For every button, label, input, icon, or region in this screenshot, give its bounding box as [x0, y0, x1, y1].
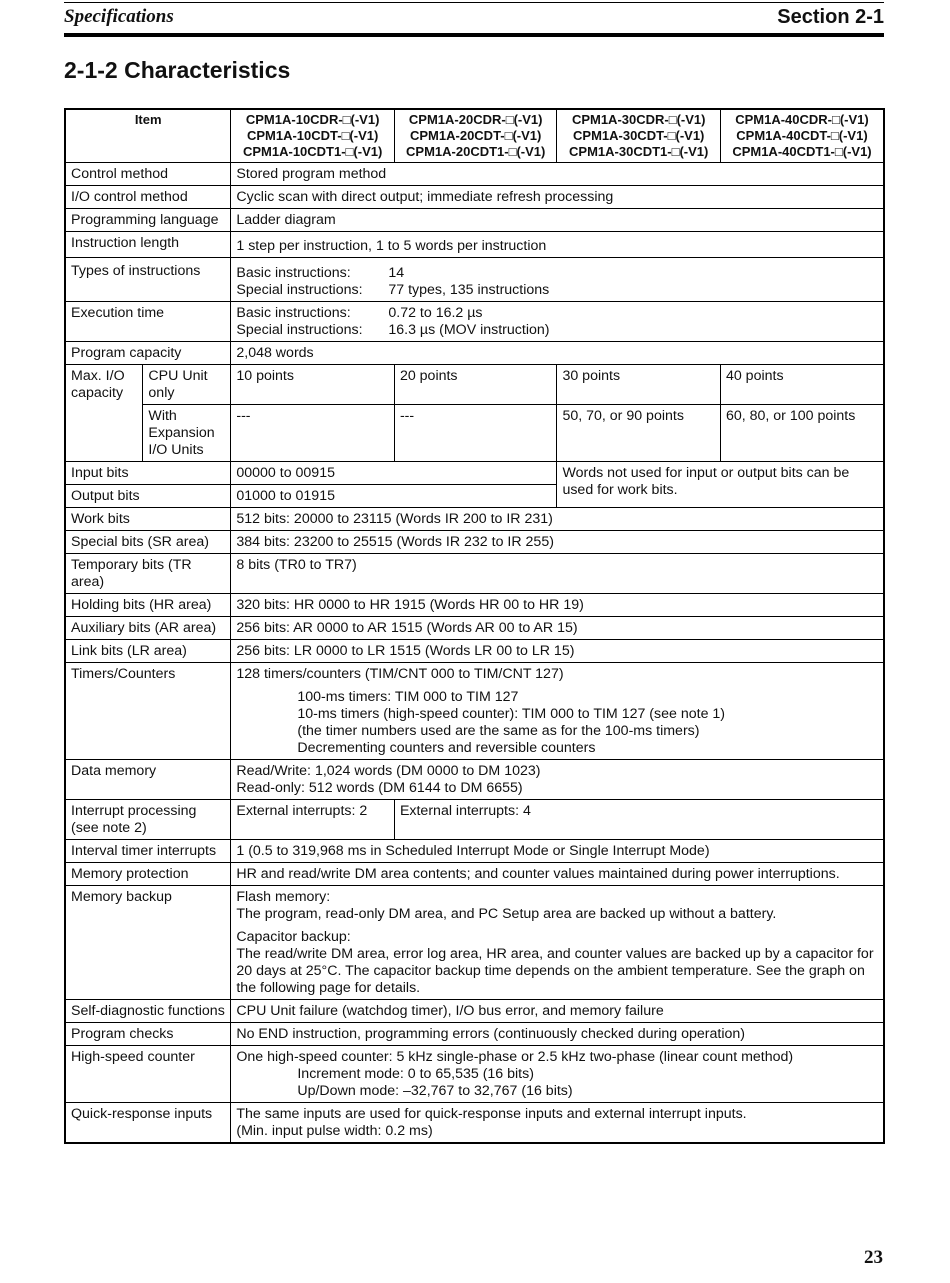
value-line: 128 timers/counters (TIM/CNT 000 to TIM/CNT 127) — [236, 666, 564, 682]
row-label: Special bits (SR area) — [65, 531, 231, 554]
row-label: Programming language — [65, 209, 231, 232]
model-line: CPM1A-30CDT1-□(-V1) — [569, 144, 709, 159]
model-line: CPM1A-30CDT-□(-V1) — [573, 128, 705, 143]
row-value — [231, 1103, 884, 1144]
row-value: 1 step per instruction, 1 to 5 words per instruction — [231, 232, 884, 258]
row-label: Timers/Counters — [65, 663, 231, 760]
row-label: Auxiliary bits (AR area) — [65, 617, 231, 640]
model-line: CPM1A-10CDR-□(-V1) — [245, 112, 380, 127]
row-value — [231, 760, 884, 800]
cell-value: 60, 80, or 100 points — [720, 405, 884, 462]
section-title: 2-1-2 Characteristics — [64, 57, 291, 83]
header-bottom-rule — [64, 33, 884, 37]
value-line: One high-speed counter: 5 kHz single-phase or 2.5 kHz two-phase (linear count method) — [236, 1049, 794, 1065]
table-row — [65, 554, 884, 594]
row-label: Self-diagnostic functions — [65, 1000, 231, 1023]
row-label: Temporary bits (TR area) — [65, 554, 231, 594]
value-line: Up/Down mode: –32,767 to 32,767 (16 bits) — [297, 1083, 573, 1099]
row-label: Quick-response inputs — [65, 1103, 231, 1144]
sub-label: CPU Unit only — [143, 365, 231, 405]
value-line: (the timer numbers used are the same as for the 100-ms timers) — [297, 723, 700, 739]
cell-value: --- — [394, 405, 557, 462]
model-line: CPM1A-40CDT-□(-V1) — [736, 128, 868, 143]
row-value — [231, 886, 884, 1000]
value-line: Decrementing counters and reversible counters — [297, 740, 596, 756]
io-note: Words not used for input or output bits can be used for work bits. — [557, 462, 884, 508]
row-label: Program capacity — [65, 342, 231, 365]
table-row — [65, 663, 884, 760]
characteristics-table — [64, 108, 885, 1144]
table-row — [65, 800, 884, 840]
row-value — [231, 258, 884, 302]
cell-value: 20 points — [394, 365, 557, 405]
kv-value: 14 — [388, 265, 405, 281]
kv-key: Basic instructions: — [236, 265, 351, 281]
value-line: (Min. input pulse width: 0.2 ms) — [236, 1123, 433, 1139]
row-label: Holding bits (HR area) — [65, 594, 231, 617]
row-value: No END instruction, programming errors (continuously checked during operation) — [231, 1023, 884, 1046]
page-header — [64, 6, 884, 32]
row-label: I/O control method — [65, 186, 231, 209]
table-row — [65, 462, 884, 485]
table-row — [65, 760, 884, 800]
value-line: Read-only: 512 words (DM 6144 to DM 6655) — [236, 780, 523, 796]
value-line: 10-ms timers (high-speed counter): TIM 000 to TIM 127 (see note 1) — [297, 706, 726, 722]
row-label: Data memory — [65, 760, 231, 800]
row-label: Memory protection — [65, 863, 231, 886]
cell-value: 10 points — [231, 365, 395, 405]
row-value: 1 (0.5 to 319,968 ms in Scheduled Interrupt Mode or Single Interrupt Mode) — [231, 840, 884, 863]
cell-value: 30 points — [557, 365, 721, 405]
table-row — [65, 1103, 884, 1144]
row-value: 256 bits: LR 0000 to LR 1515 (Words LR 00 to LR 15) — [231, 640, 884, 663]
table-row — [65, 163, 884, 186]
model-line: CPM1A-20CDT-□(-V1) — [410, 128, 542, 143]
row-value — [231, 302, 884, 342]
model-line: CPM1A-20CDT1-□(-V1) — [406, 144, 546, 159]
row-value — [231, 663, 884, 760]
kv-line — [236, 265, 878, 282]
model-line: CPM1A-20CDR-□(-V1) — [408, 112, 543, 127]
header-section: Section 2-1 — [777, 6, 884, 28]
model-line: CPM1A-10CDT-□(-V1) — [246, 128, 379, 143]
table-row — [65, 840, 884, 863]
model-line: CPM1A-30CDR-□(-V1) — [571, 112, 706, 127]
cell-value: 40 points — [720, 365, 884, 405]
row-value: Ladder diagram — [231, 209, 884, 232]
row-label: Output bits — [65, 485, 231, 508]
model-line: CPM1A-40CDT1-□(-V1) — [732, 144, 872, 159]
table-row — [65, 365, 884, 405]
header-top-rule — [64, 2, 884, 3]
table-header-row — [65, 109, 884, 163]
row-label: Instruction length — [65, 232, 231, 258]
row-label: Interrupt processing (see note 2) — [65, 800, 231, 840]
table-row — [65, 186, 884, 209]
row-value: CPU Unit failure (watchdog timer), I/O bus error, and memory failure — [231, 1000, 884, 1023]
cell-value: 50, 70, or 90 points — [557, 405, 721, 462]
sub-label: With Expansion I/O Units — [143, 405, 231, 462]
cell-value: External interrupts: 2 — [231, 800, 395, 840]
kv-key: Basic instructions: — [236, 305, 351, 321]
row-label: Interval timer interrupts — [65, 840, 231, 863]
row-label: Execution time — [65, 302, 231, 342]
row-value: 00000 to 00915 — [231, 462, 557, 485]
model-line: CPM1A-40CDR-□(-V1) — [735, 112, 869, 127]
table-row — [65, 342, 884, 365]
kv-value: 16.3 µs (MOV instruction) — [388, 322, 550, 338]
row-label: Link bits (LR area) — [65, 640, 231, 663]
model-header-20 — [394, 109, 557, 163]
row-label: High-speed counter — [65, 1046, 231, 1103]
table-row — [65, 1023, 884, 1046]
table-row — [65, 209, 884, 232]
kv-line — [236, 305, 878, 322]
kv-key: Special instructions: — [236, 282, 363, 298]
row-label: Program checks — [65, 1023, 231, 1046]
table-row — [65, 232, 884, 258]
item-header: Item — [65, 109, 231, 163]
table-row — [65, 1000, 884, 1023]
row-label: Input bits — [65, 462, 231, 485]
value-line: The read/write DM area, error log area, HR area, and counter values are backed up by a capacitor for 20 days at 25°C. The capacitor backup time depends on the ambient temperature. See the graph on the following page for details. — [236, 946, 874, 996]
kv-line — [236, 282, 878, 299]
table-row — [65, 508, 884, 531]
table-row — [65, 302, 884, 342]
value-line: Capacitor backup: — [236, 929, 351, 945]
model-header-40 — [720, 109, 884, 163]
table-row — [65, 1046, 884, 1103]
row-value: 256 bits: AR 0000 to AR 1515 (Words AR 00 to AR 15) — [231, 617, 884, 640]
row-label: Types of instructions — [65, 258, 231, 302]
table-row — [65, 531, 884, 554]
model-line: CPM1A-10CDT1-□(-V1) — [242, 144, 383, 159]
row-value: 8 bits (TR0 to TR7) — [231, 554, 884, 594]
row-value: 01000 to 01915 — [231, 485, 557, 508]
model-header-30 — [557, 109, 721, 163]
value-line: The same inputs are used for quick-response inputs and external interrupt inputs. — [236, 1106, 747, 1122]
table-row — [65, 617, 884, 640]
kv-key: Special instructions: — [236, 322, 363, 338]
row-value: 384 bits: 23200 to 25515 (Words IR 232 to IR 255) — [231, 531, 884, 554]
cell-value: External interrupts: 4 — [394, 800, 884, 840]
row-value: 320 bits: HR 0000 to HR 1915 (Words HR 00 to HR 19) — [231, 594, 884, 617]
value-line: 100-ms timers: TIM 000 to TIM 127 — [297, 689, 519, 705]
value-line: Increment mode: 0 to 65,535 (16 bits) — [297, 1066, 534, 1082]
page-number: 23 — [864, 1247, 883, 1268]
row-value: HR and read/write DM area contents; and counter values maintained during power interruptions. — [231, 863, 884, 886]
row-value: Stored program method — [231, 163, 884, 186]
table-row — [65, 863, 884, 886]
kv-value: 0.72 to 16.2 µs — [388, 305, 483, 321]
row-value: Cyclic scan with direct output; immediate refresh processing — [231, 186, 884, 209]
cell-value: --- — [231, 405, 395, 462]
row-value: 512 bits: 20000 to 23115 (Words IR 200 to IR 231) — [231, 508, 884, 531]
kv-value: 77 types, 135 instructions — [388, 282, 550, 298]
value-line: Flash memory: — [236, 889, 331, 905]
table-row — [65, 640, 884, 663]
row-value: 2,048 words — [231, 342, 884, 365]
value-line: Read/Write: 1,024 words (DM 0000 to DM 1023) — [236, 763, 541, 779]
table-row — [65, 594, 884, 617]
row-label: Max. I/O capacity — [65, 365, 143, 462]
kv-line — [236, 322, 878, 339]
value-line: The program, read-only DM area, and PC Setup area are backed up without a battery. — [236, 906, 777, 922]
row-value — [231, 1046, 884, 1103]
row-label: Memory backup — [65, 886, 231, 1000]
header-chapter: Specifications — [64, 6, 174, 27]
model-header-10 — [231, 109, 395, 163]
table-row — [65, 258, 884, 302]
table-row — [65, 886, 884, 1000]
table-row — [65, 405, 884, 462]
row-label: Control method — [65, 163, 231, 186]
row-label: Work bits — [65, 508, 231, 531]
